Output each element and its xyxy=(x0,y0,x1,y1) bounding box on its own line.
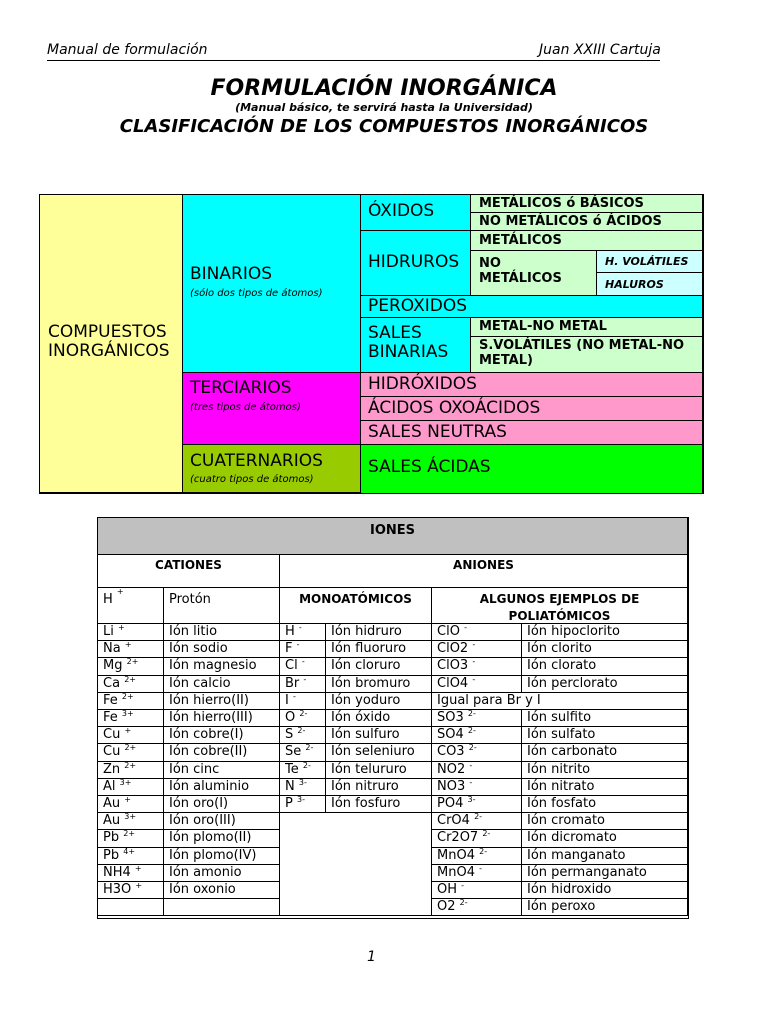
cation-symbol-text: Pb xyxy=(103,847,120,863)
poly-anion-symbol-text: NO2 xyxy=(437,761,466,777)
hidruros-haluros xyxy=(597,273,703,296)
cation-symbol-text: Mg xyxy=(103,658,123,674)
cation-symbol xyxy=(98,762,164,779)
poly-anion-charge: 2- xyxy=(467,710,476,718)
mono-anion-symbol-text: O xyxy=(285,710,296,725)
poly-anion-symbol xyxy=(432,744,522,761)
mono-anion-name: Ión fosfuro xyxy=(326,796,432,813)
header-right: Juan XXIII Cartuja xyxy=(539,42,661,58)
mono-anion-name: Ión cloruro xyxy=(326,658,432,675)
cation-name: Ión oro(III) xyxy=(164,813,280,830)
cation-symbol-text: Fe xyxy=(103,692,118,708)
mono-anion-charge: - xyxy=(303,675,307,684)
mono-anion-name: Ión telururo xyxy=(326,762,432,779)
poly-anion-symbol xyxy=(432,762,522,779)
header-divider xyxy=(47,60,660,61)
poly-anion-charge: 2- xyxy=(482,830,491,839)
mono-anion-symbol xyxy=(280,658,326,675)
poly-anion-symbol xyxy=(432,813,522,830)
mono-anion-symbol-text: I xyxy=(285,692,289,708)
cation-charge: + xyxy=(135,882,143,890)
cation-name: Ión oxonio xyxy=(164,882,280,899)
proton-symbol-text: H xyxy=(103,592,113,607)
root-cell xyxy=(40,195,183,493)
mono-anion-charge: - xyxy=(296,641,300,650)
mono-anion-name: Ión sulfuro xyxy=(326,727,432,744)
cation-name: Ión cobre(I) xyxy=(164,727,280,744)
poly-anion-symbol xyxy=(432,710,522,727)
mono-anion-empty xyxy=(280,813,432,916)
sales-neutras-cell xyxy=(361,421,703,445)
cuaternarios-cell xyxy=(183,445,361,493)
poly-anion-charge: - xyxy=(472,658,476,667)
sales-binarias-cell xyxy=(361,318,471,373)
cation-name: Ión litio xyxy=(164,624,280,641)
hidruros-metalicos-label: METÁLICOS xyxy=(479,233,562,248)
poly-anion-name: Ión manganato xyxy=(522,848,688,865)
cation-symbol xyxy=(98,779,164,796)
mono-anion-charge: 2- xyxy=(305,744,314,753)
cation-charge: 2+ xyxy=(123,830,136,839)
mono-anion-symbol-text: P xyxy=(285,796,293,811)
mono-anion-charge: - xyxy=(298,624,302,632)
sales-volatiles xyxy=(471,337,703,373)
poly-anion-symbol xyxy=(432,865,522,882)
cation-name: Ión calcio xyxy=(164,676,280,693)
poly-anion-symbol xyxy=(432,796,522,813)
oxidos-cell xyxy=(361,195,471,231)
poly-anion-name: Ión nitrato xyxy=(522,779,688,796)
cation-symbol xyxy=(98,830,164,847)
poly-anion-name: Ión cromato xyxy=(522,813,688,830)
cation-symbol-text: Zn xyxy=(103,761,121,777)
mono-anion-symbol xyxy=(280,796,326,813)
cation-charge: 2+ xyxy=(126,658,139,667)
oxidos-no-metalicos-label: NO METÁLICOS ó ÁCIDOS xyxy=(479,214,662,229)
mono-anion-symbol-text: Cl xyxy=(285,658,298,674)
cation-symbol xyxy=(98,676,164,693)
poly-anion-symbol xyxy=(432,848,522,865)
binarios-cell xyxy=(183,195,361,373)
root-line-1: COMPUESTOS xyxy=(48,322,167,342)
hidruros-no-metalicos xyxy=(471,251,597,296)
poly-anion-symbol-text: SO3 xyxy=(437,710,464,725)
poly-anion-charge: - xyxy=(469,778,473,787)
cation-name: Ión cobre(II) xyxy=(164,744,280,761)
mono-anion-symbol xyxy=(280,779,326,796)
poly-anion-symbol-text: OH xyxy=(437,882,458,897)
cation-name: Ión magnesio xyxy=(164,658,280,675)
proton-charge: + xyxy=(116,588,124,596)
mono-anion-symbol-text: H xyxy=(285,624,295,639)
monoatomicos-header: MONOATÓMICOS xyxy=(280,588,432,624)
cation-symbol xyxy=(98,796,164,813)
poly-anion-charge: - xyxy=(472,675,476,684)
mono-anion-symbol-text: S xyxy=(285,727,294,743)
mono-anion-name: Ión nitruro xyxy=(326,779,432,796)
hidruros-no-metalicos-label: NO METÁLICOS xyxy=(479,256,562,286)
terciarios-note: (tres tipos de átomos) xyxy=(190,402,301,413)
cation-symbol-text: Cu xyxy=(103,727,121,743)
cation-symbol xyxy=(98,882,164,899)
poly-anion-name: Ión dicromato xyxy=(522,830,688,847)
mono-anion-charge: 2- xyxy=(297,727,306,736)
cation-charge: 3+ xyxy=(121,710,134,718)
cation-symbol-text: Pb xyxy=(103,830,120,846)
cation-symbol xyxy=(98,813,164,830)
poly-anion-name: Ión fosfato xyxy=(522,796,688,813)
mono-anion-symbol xyxy=(280,744,326,761)
poly-anion-symbol-text: Cr2O7 xyxy=(437,830,479,846)
cation-name: Ión amonio xyxy=(164,865,280,882)
cation-symbol-text: H3O xyxy=(103,882,132,897)
oxidos-metalicos xyxy=(471,195,703,213)
mono-anion-charge: 3- xyxy=(298,778,307,787)
hidruros-metalicos xyxy=(471,231,703,251)
poly-anion-name: Ión hidroxido xyxy=(522,882,688,899)
oxoacidos-label: ÁCIDOS OXOÁCIDOS xyxy=(368,398,541,418)
mono-anion-name: Ión seleniuro xyxy=(326,744,432,761)
oxoacidos-cell xyxy=(361,397,703,421)
cation-name: Ión cinc xyxy=(164,762,280,779)
poly-anion-name: Ión sulfato xyxy=(522,727,688,744)
poly-anion-charge: 2- xyxy=(474,813,483,822)
hidruros-label: HIDRUROS xyxy=(368,252,460,272)
poly-anion-symbol-text: SO4 xyxy=(437,727,464,743)
poly-anion-charge: 2- xyxy=(467,727,476,736)
cation-symbol xyxy=(98,727,164,744)
mono-anion-name: Ión yoduro xyxy=(326,693,432,710)
cation-symbol xyxy=(98,624,164,641)
sales-metal-no-metal xyxy=(471,318,703,337)
terciarios-cell xyxy=(183,373,361,445)
cation-charge: + xyxy=(124,727,132,736)
hidruros-cell xyxy=(361,231,471,296)
proton-name: Protón xyxy=(164,588,280,624)
ions-title: IONES xyxy=(98,518,688,555)
mono-anion-charge: - xyxy=(292,692,296,701)
mono-anion-symbol xyxy=(280,762,326,779)
cation-name: Ión plomo(II) xyxy=(164,830,280,847)
poly-anion-name: Ión perclorato xyxy=(522,676,688,693)
mono-anion-name: Ión óxido xyxy=(326,710,432,727)
poly-anion-charge: - xyxy=(469,761,473,770)
poly-anion-symbol xyxy=(432,779,522,796)
cation-symbol-text: Ca xyxy=(103,675,121,691)
mono-anion-symbol-text: Br xyxy=(285,675,300,691)
mono-anion-charge: 3- xyxy=(296,796,305,804)
cation-name: Ión plomo(IV) xyxy=(164,848,280,865)
hidruros-volatiles xyxy=(597,251,703,273)
cation-charge: 2+ xyxy=(121,692,134,701)
cation-charge: + xyxy=(124,796,131,804)
cation-name: Ión sodio xyxy=(164,641,280,658)
cation-symbol-text: Li xyxy=(103,624,114,639)
sales-acidas-label: SALES ÁCIDAS xyxy=(368,457,491,477)
cation-charge: 3+ xyxy=(124,813,137,822)
poly-anion-charge: - xyxy=(461,882,465,890)
cation-symbol-text: Fe xyxy=(103,710,118,725)
mono-anion-symbol xyxy=(280,710,326,727)
sales-binarias-label: SALES BINARIAS xyxy=(368,323,449,362)
cation-symbol xyxy=(98,641,164,658)
poly-anion-charge: 2- xyxy=(479,847,488,856)
poly-anion-charge: 3- xyxy=(467,796,476,804)
cuaternarios-note: (cuatro tipos de átomos) xyxy=(190,474,314,485)
oxidos-label: ÓXIDOS xyxy=(368,201,435,221)
poly-anion-symbol-text: ClO xyxy=(437,624,460,639)
poly-anion-name: Ión clorato xyxy=(522,658,688,675)
poly-anion-charge: 2- xyxy=(468,744,477,753)
cation-symbol xyxy=(98,899,164,916)
poly-anion-symbol-text: ClO2 xyxy=(437,641,469,657)
poly-anion-symbol-text: ClO4 xyxy=(437,675,469,691)
poly-anion-name: Ión hipoclorito xyxy=(522,624,688,641)
root-line-2: INORGÁNICOS xyxy=(48,341,170,361)
cation-charge: + xyxy=(124,641,132,650)
poly-anion-symbol xyxy=(432,830,522,847)
page-title: FORMULACIÓN INORGÁNICA xyxy=(210,76,558,101)
cation-charge: + xyxy=(134,864,142,873)
poly-anion-symbol xyxy=(432,624,522,641)
cation-charge: + xyxy=(118,624,125,632)
poly-anion-name: Ión clorito xyxy=(522,641,688,658)
cation-symbol xyxy=(98,865,164,882)
poly-anion-name: Ión nitrito xyxy=(522,762,688,779)
cation-symbol xyxy=(98,710,164,727)
peroxidos-label: PEROXIDOS xyxy=(368,296,468,316)
poly-anion-symbol xyxy=(432,882,522,899)
poly-anion-symbol-text: O2 xyxy=(437,899,456,915)
cation-name xyxy=(164,899,280,916)
sales-metal-no-metal-label: METAL-NO METAL xyxy=(479,319,607,334)
poly-anion-name: Ión peroxo xyxy=(522,899,688,916)
poly-anion-name: Ión carbonato xyxy=(522,744,688,761)
oxidos-no-metalicos xyxy=(471,213,703,231)
mono-anion-name: Ión hidruro xyxy=(326,624,432,641)
cation-charge: 2+ xyxy=(124,744,137,753)
poly-anion-name: Ión permanganato xyxy=(522,865,688,882)
header-left: Manual de formulación xyxy=(47,42,208,58)
cation-symbol xyxy=(98,658,164,675)
poly-anion-name: Ión sulfito xyxy=(522,710,688,727)
poly-anion-symbol-text: PO4 xyxy=(437,796,464,811)
mono-anion-symbol xyxy=(280,676,326,693)
page-number: 1 xyxy=(367,949,376,965)
sales-volatiles-label: S.VOLÁTILES (NO METAL-NO METAL) xyxy=(479,338,685,368)
cation-symbol-text: Au xyxy=(103,796,121,811)
mono-anion-name: Ión bromuro xyxy=(326,676,432,693)
mono-anion-charge: 2- xyxy=(302,761,311,770)
mono-anion-symbol-text: N xyxy=(285,778,295,794)
hidroxidos-cell xyxy=(361,373,703,397)
cation-charge: 4+ xyxy=(123,847,136,856)
cation-symbol-text: NH4 xyxy=(103,864,131,880)
terciarios-label: TERCIARIOS xyxy=(190,378,292,398)
poly-anion-charge: - xyxy=(464,624,467,632)
sales-neutras-label: SALES NEUTRAS xyxy=(368,422,507,442)
cation-name: Ión oro(I) xyxy=(164,796,280,813)
classification-table xyxy=(39,194,704,494)
aniones-header: ANIONES xyxy=(280,555,688,588)
mono-anion-symbol xyxy=(280,624,326,641)
poly-anion-symbol xyxy=(432,658,522,675)
cation-charge: 3+ xyxy=(119,778,132,787)
binarios-label: BINARIOS xyxy=(190,264,273,284)
cation-symbol-text: Al xyxy=(103,778,116,794)
page-subtitle: (Manual básico, te servirá hasta la Universidad) xyxy=(235,101,533,114)
poly-anion-symbol-text: NO3 xyxy=(437,778,466,794)
sales-acidas-cell xyxy=(361,445,703,493)
poly-anion-charge: 2- xyxy=(459,899,468,908)
ions-table xyxy=(97,517,689,919)
cation-symbol-text: Na xyxy=(103,641,121,657)
cation-symbol xyxy=(98,848,164,865)
poly-anion-symbol-text: MnO4 xyxy=(437,847,475,863)
mono-anion-charge: 2- xyxy=(299,710,308,718)
oxidos-metalicos-label: METÁLICOS ó BÁSICOS xyxy=(479,196,644,211)
poly-anion-charge: - xyxy=(472,641,476,650)
cation-name: Ión hierro(III) xyxy=(164,710,280,727)
poly-anion-symbol-text: ClO3 xyxy=(437,658,469,674)
mono-anion-symbol xyxy=(280,693,326,710)
mono-anion-symbol xyxy=(280,727,326,744)
mono-anion-charge: - xyxy=(301,658,305,667)
mono-anion-symbol-text: Te xyxy=(285,761,299,777)
poly-anion-symbol-text: CO3 xyxy=(437,744,465,760)
poly-anion-symbol-text: MnO4 xyxy=(437,864,475,880)
cation-charge: 2+ xyxy=(124,761,137,770)
poly-anion-charge: - xyxy=(479,864,482,873)
cation-symbol xyxy=(98,693,164,710)
cation-name: Ión aluminio xyxy=(164,779,280,796)
binarios-note: (sólo dos tipos de átomos) xyxy=(190,288,323,299)
mono-anion-symbol-text: Se xyxy=(285,744,302,760)
poly-anion-symbol xyxy=(432,899,522,916)
poliatomicos-header: ALGUNOS EJEMPLOS DE POLIATÓMICOS xyxy=(432,588,688,624)
cationes-header: CATIONES xyxy=(98,555,280,588)
mono-anion-symbol xyxy=(280,641,326,658)
hidruros-volatiles-label: H. VOLÁTILES xyxy=(605,255,689,268)
proton-symbol xyxy=(98,588,164,624)
cation-symbol xyxy=(98,744,164,761)
poly-anion-symbol xyxy=(432,641,522,658)
cuaternarios-label: CUATERNARIOS xyxy=(190,451,323,471)
cation-name: Ión hierro(II) xyxy=(164,693,280,710)
mono-anion-symbol-text: F xyxy=(285,641,293,657)
cation-symbol-text: Cu xyxy=(103,744,121,760)
hidroxidos-label: HIDRÓXIDOS xyxy=(368,374,477,394)
section-title: CLASIFICACIÓN DE LOS COMPUESTOS INORGÁNICOS xyxy=(119,116,649,137)
poly-anion-symbol xyxy=(432,727,522,744)
poly-anion-symbol-text: CrO4 xyxy=(437,813,470,829)
mono-anion-name: Ión fluoruro xyxy=(326,641,432,658)
hidruros-haluros-label: HALUROS xyxy=(605,278,664,291)
poly-anion-symbol xyxy=(432,676,522,693)
cation-charge: 2+ xyxy=(124,675,136,684)
poly-anion-note: Igual para Br y I xyxy=(432,693,688,710)
cation-symbol-text: Au xyxy=(103,813,121,829)
peroxidos-cell xyxy=(361,296,703,318)
